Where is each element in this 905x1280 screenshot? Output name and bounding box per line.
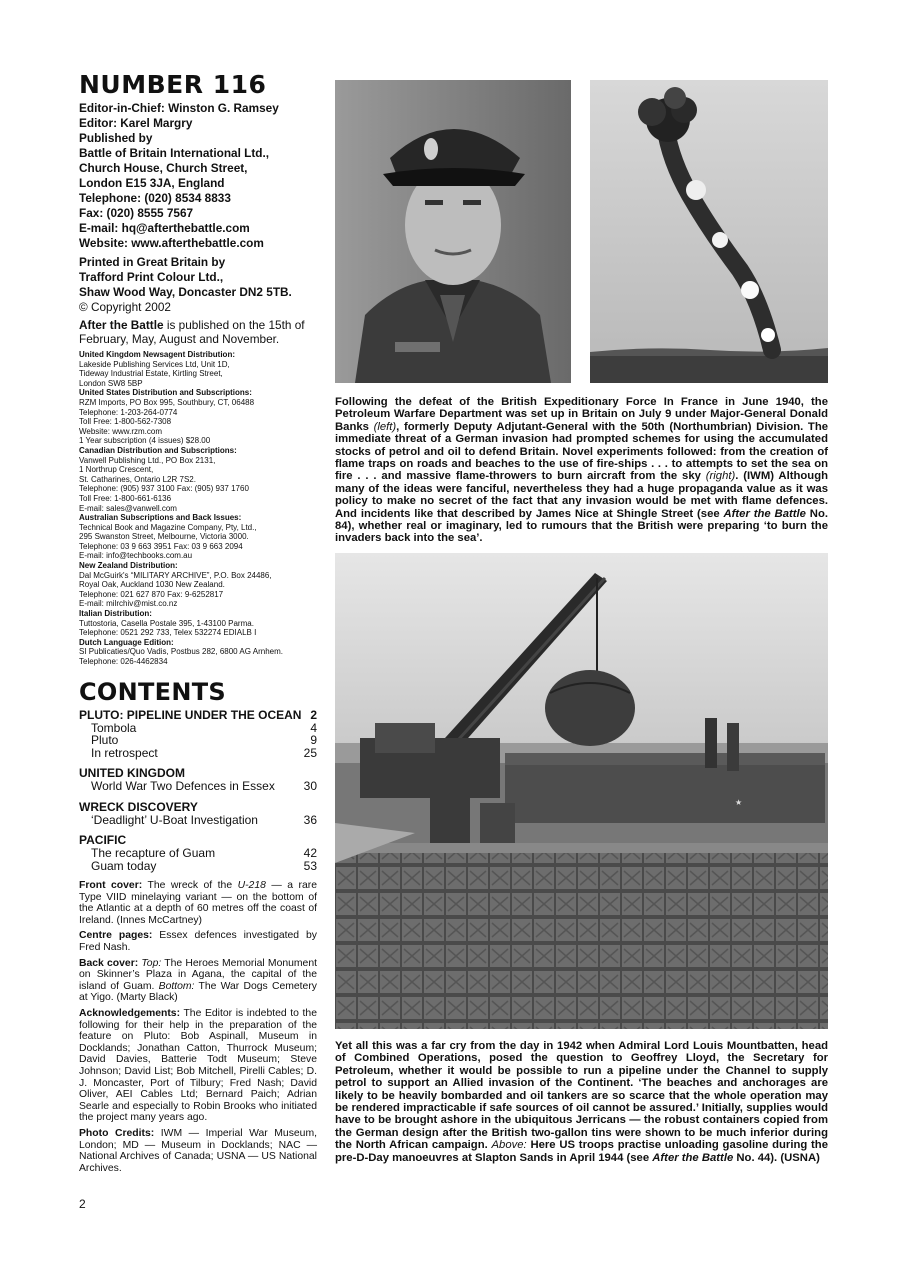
distribution-line: Toll Free: 1-800-562-7308 bbox=[79, 417, 172, 427]
website: Website: www.afterthebattle.com bbox=[79, 236, 264, 250]
svg-text:★: ★ bbox=[735, 798, 743, 807]
distribution-line: Telephone: (905) 937 3100 Fax: (905) 937 1760 bbox=[79, 484, 249, 494]
printed-line: Trafford Print Colour Ltd., bbox=[79, 270, 224, 284]
distribution-heading: Italian Distribution: bbox=[79, 609, 152, 619]
publication-schedule: After the Battle is published on the 15th of February, May, August and November. bbox=[79, 318, 305, 346]
page-number: 2 bbox=[79, 1197, 86, 1211]
fax: Fax: (020) 8555 7567 bbox=[79, 206, 194, 220]
distribution-line: Tuttostoria, Casella Postale 395, 1-43100 Parma. bbox=[79, 618, 254, 628]
distribution-line: Vanwell Publishing Ltd., PO Box 2131, bbox=[79, 455, 216, 465]
distribution-line: 1 Northrup Crescent, bbox=[79, 465, 154, 475]
cover-notes bbox=[79, 880, 317, 1174]
distribution-line: 1 Year subscription (4 issues) $28.00 bbox=[79, 436, 211, 446]
centre-pages-note: Centre pages: Essex defences investigated by Fred Nash. bbox=[79, 930, 317, 954]
section-title: PACIFIC bbox=[79, 833, 127, 848]
caption-top: Following the defeat of the British Expeditionary Force In France in June 1940, the Petroleum Warfare Department was set up in Britain on July 9 under Major-General Donald Banks (left), formerly Deputy Adjutant-General with the 50th (Northumbrian) Division. The immediate threat of a German invasion had prompted schemes for using the accumulated stocks of petrol and oil to defend Britain. Novel experiments followed: from the creation of flame traps on roads and beaches to the use of fire-ships . . . to attempts to set the sea on fire . . . and massive flame-throwers to burn aircraft from the sky (right). (IWM) Although many of the ideas were fanciful, nevertheless they had a huge propaganda value as it was policy to make no secret of the fact that any invasion would be met with flame defences. And incidents like that described by James Nice at Shingle Street (see After the Battle No. 84), whether real or imaginary, led to rumours that the British were preparing ‘to burn the invaders back into the sea’. bbox=[335, 396, 828, 545]
contents-item: Tombola 4 bbox=[91, 720, 317, 735]
distribution-line: Dal McGuirk's “MILITARY ARCHIVE”, P.O. Box 24486, bbox=[79, 570, 272, 580]
published-line: Published by bbox=[79, 131, 153, 145]
distribution-heading: United Kingdom Newsagent Distribution: bbox=[79, 350, 235, 359]
email: E-mail: hq@afterthebattle.com bbox=[79, 221, 250, 235]
distribution-line: E-mail: info@techbooks.com.au bbox=[79, 551, 193, 561]
published-line: London E15 3JA, England bbox=[79, 176, 225, 190]
contents-item: In retrospect 25 bbox=[91, 745, 317, 760]
distribution-line: Technical Book and Magazine Company, Pty, Ltd., bbox=[79, 522, 257, 532]
published-line: Church House, Church Street, bbox=[79, 161, 248, 175]
distribution-line: Website: www.rzm.com bbox=[79, 426, 162, 436]
distribution-line: E-mail: milrchiv@mist.co.nz bbox=[79, 599, 178, 609]
published-line: Battle of Britain International Ltd., bbox=[79, 146, 270, 160]
front-cover-note: Front cover: The wreck of the U-218 — a rare Type VIID minelaying variant — on the bottom of the Atlantic at a depth of 60 metres off the coast of Ireland. (Innes McCartney) bbox=[79, 880, 317, 926]
editor-in-chief: Editor-in-Chief: Winston G. Ramsey bbox=[79, 101, 279, 115]
flame-thrower-sky-image bbox=[590, 80, 828, 383]
distribution-line: Toll Free: 1-800-661-6136 bbox=[79, 493, 172, 503]
distribution-line: 295 Swanston Street, Melbourne, Victoria 3000. bbox=[79, 532, 249, 542]
contents-item: World War Two Defences in Essex 30 bbox=[91, 779, 317, 794]
contents-item: The recapture of Guam 42 bbox=[91, 846, 317, 861]
contents-section bbox=[79, 834, 317, 872]
distribution-block bbox=[79, 350, 317, 667]
distribution-line: Telephone: 026-4462834 bbox=[79, 657, 168, 666]
copyright: © Copyright 2002 bbox=[79, 300, 171, 314]
distribution-line: Lakeside Publishing Services Ltd, Unit 1D, bbox=[79, 359, 230, 369]
distribution-heading: New Zealand Distribution: bbox=[79, 561, 178, 571]
issue-number: NUMBER 116 bbox=[79, 70, 267, 99]
contents-item: Guam today 53 bbox=[91, 858, 317, 873]
distribution-line: Telephone: 021 627 870 Fax: 9-6252817 bbox=[79, 589, 224, 599]
caption-bottom: Yet all this was a far cry from the day in 1942 when Admiral Lord Louis Mountbatten, head of Combined Operations, posed the question to Geoffrey Lloyd, the Secretary for Petroleum, whether it would be possible to run a pipeline under the Channel to supply petrol to support an Allied invasion of the Continent. ‘The beaches and anchorages are likely to be heavily bombarded and oil tankers are so scarce that the whole operation may be rendered impracticable if safe sources of oil cannot be assured.’ Initially, supplies would have to be brought ashore in the ubiquitous Jerricans — the robust containers copied from the German design after the British two-gallon tins were shown to be much inferior during the North African campaign. Above: Here US troops practise unloading gasoline during the pre-D-Day manoeuvres at Slapton Sands in April 1944 (see After the Battle No. 44). (USNA) bbox=[335, 1040, 828, 1164]
jerrican-photo bbox=[335, 553, 828, 1029]
left-column bbox=[79, 72, 317, 1178]
section-page: 2 bbox=[310, 707, 317, 722]
distribution-heading: Dutch Language Edition: bbox=[79, 637, 174, 647]
contents-section bbox=[79, 767, 317, 793]
portrait-photo bbox=[335, 80, 571, 383]
distribution-heading: Canadian Distribution and Subscriptions: bbox=[79, 445, 237, 455]
distribution-line: SI Publicaties/Quo Vadis, Postbus 282, 6800 AG Arnhem. bbox=[79, 647, 283, 657]
distribution-heading: United States Distribution and Subscriptions: bbox=[79, 388, 252, 398]
distribution-line: RZM Imports, PO Box 995, Southbury, CT, 06488 bbox=[79, 397, 255, 407]
photo-credits: Photo Credits: IWM — Imperial War Museum, London; MD — Museum in Docklands; NAC — National Archives of Canada; USNA — US National Archives. bbox=[79, 1127, 317, 1174]
section-title: UNITED KINGDOM bbox=[79, 766, 185, 781]
distribution-line: Telephone: 0521 292 733, Telex 532274 EDIALB I bbox=[79, 628, 257, 638]
editor: Editor: Karel Margry bbox=[79, 116, 193, 130]
printed-line: Printed in Great Britain by bbox=[79, 255, 226, 269]
contents-item: ‘Deadlight’ U-Boat Investigation 36 bbox=[91, 812, 317, 827]
distribution-line: Telephone: 1-203-264-0774 bbox=[79, 407, 178, 417]
flame-photo bbox=[590, 80, 828, 383]
distribution-line: E-mail: sales@vanwell.com bbox=[79, 503, 177, 513]
jerricans-unloading-image bbox=[335, 553, 828, 1029]
distribution-line: St. Catharines, Ontario L2R 7S2. bbox=[79, 474, 196, 484]
telephone: Telephone: (020) 8534 8833 bbox=[79, 191, 231, 205]
back-cover-note: Back cover: Top: The Heroes Memorial Monument on Skinner’s Plaza in Agana, the capital of the island of Guam. Bottom: The War Dogs Cemetery at Yigo. (Marty Black) bbox=[79, 957, 318, 1004]
section-title: WRECK DISCOVERY bbox=[79, 799, 198, 814]
contents-item: Pluto 9 bbox=[91, 733, 317, 748]
distribution-heading: Australian Subscriptions and Back Issues: bbox=[79, 513, 242, 523]
distribution-line: Royal Oak, Auckland 1030 New Zealand. bbox=[79, 580, 225, 590]
distribution-line: Telephone: 03 9 663 3951 Fax: 03 9 663 2094 bbox=[79, 541, 243, 551]
distribution-line: London SW8 5BP bbox=[79, 378, 143, 388]
acknowledgements: Acknowledgements: The Editor is indebted to the following for their help in the preparation of the feature on Pluto: Bob Aspinall, Museum in Docklands; Jonathan Catton, Thurrock Museum; David Davies, Batterie Todt Museum; Steve Johnson; David List; Bob Mitchell, Pirelli Cables; D. J. Moncaster, Port of Tilbury; Fred Nash; David Oliver, AEI Cables Ltd; Bernard Paich; Adrian Searle and especially to Robin Brooks who initiated the project many years ago. bbox=[79, 1008, 317, 1124]
distribution-line: Tideway Industrial Estate, Kirtling Street, bbox=[79, 369, 223, 379]
contents-section bbox=[79, 801, 317, 827]
contents-section bbox=[79, 709, 317, 760]
contents-title: CONTENTS bbox=[79, 677, 227, 706]
section-title: PLUTO: PIPELINE UNDER THE OCEAN bbox=[79, 707, 302, 722]
printed-line: Shaw Wood Way, Doncaster DN2 5TB. bbox=[79, 285, 292, 299]
officer-portrait-image bbox=[335, 80, 571, 383]
